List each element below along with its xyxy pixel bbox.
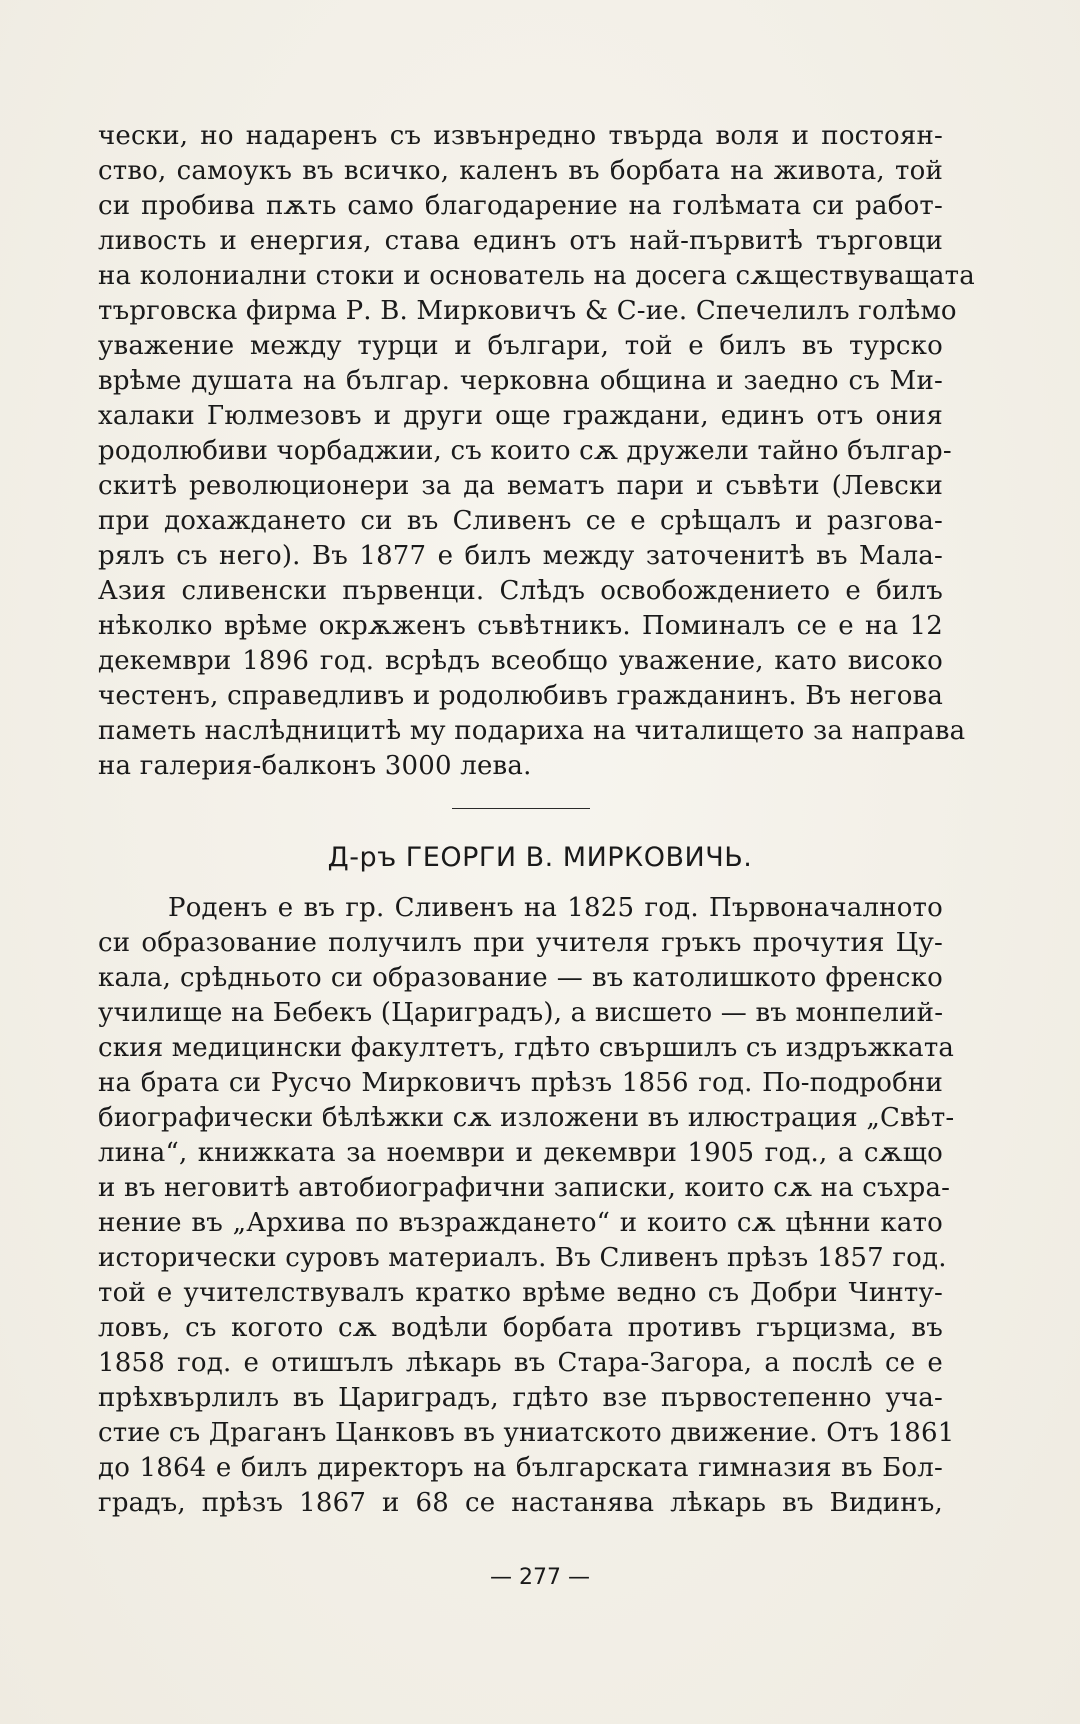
text-line: на колониални стоки и основатель на досега сѫществуващата [98,261,975,291]
text-line: Азия сливенски първенци. Слѣдъ освобождението е билъ [98,576,943,606]
text-line: Роденъ е въ гр. Сливенъ на 1825 год. Първоначалното [168,893,943,923]
section-heading: Д-ръ ГЕОРГИ В. МИРКОВИЧЬ. [327,842,753,873]
text-line: родолюбиви чорбаджии, съ които сѫ дружели тайно българ- [98,436,952,466]
text-line: училище на Бебекъ (Цариградъ), а висшето — въ монпелий- [98,998,944,1028]
text-line: прѣхвърлилъ въ Цариградъ, гдѣто взе първостепенно уча- [98,1383,943,1413]
text-line: рялъ съ него). Въ 1877 е билъ между заточенитѣ въ Мала- [98,541,943,571]
text-line: исторически суровъ материалъ. Въ Сливенъ прѣзъ 1857 год. [98,1243,947,1273]
text-line: ливость и енергия, става единъ отъ най-първитѣ търговци [98,226,943,256]
text-line: чески, но надаренъ съ извънредно твърда воля и постоян- [98,121,943,151]
text-line: градъ, прѣзъ 1867 и 68 се настанява лѣкарь въ Видинъ, [98,1488,943,1518]
text-line: ския медицински факултетъ, гдѣто свършилъ съ издръжката [98,1033,955,1063]
text-line: халаки Гюлмезовъ и други още граждани, единъ отъ ония [98,401,943,431]
text-line: при дохаждането си въ Сливенъ се е срѣщалъ и разгова- [98,506,943,536]
text-line: си образование получилъ при учителя гръкъ прочутия Цу- [98,928,943,958]
text-line: търговска фирма Р. В. Мирковичъ & С-ие. Спечелилъ голѣмо [98,296,957,326]
text-line: честенъ, справедливъ и родолюбивъ гражданинъ. Въ негова [98,681,944,711]
section-separator [452,808,590,809]
text-line: на галерия-балконъ 3000 лева. [98,751,532,781]
text-line: 1858 год. е отишълъ лѣкарь въ Стара-Загора, а послѣ се е [98,1348,943,1378]
text-line: врѣме душата на българ. черковна община и заедно съ Ми- [98,366,943,396]
text-line: стие съ Драганъ Цанковъ въ униатското движение. Отъ 1861 [98,1418,955,1448]
text-line: на брата си Русчо Мирковичъ прѣзъ 1856 год. По-подробни [98,1068,943,1098]
text-line: декември 1896 год. всрѣдъ всеобщо уважение, като високо [98,646,943,676]
text-line: лина“, книжката за ноември и декември 1905 год., а сѫщо [98,1138,943,1168]
text-line: уважение между турци и българи, той е билъ въ турско [98,331,943,361]
text-line: ловъ, съ когото сѫ водѣли борбата противъ гърцизма, въ [98,1313,943,1343]
text-line: нение въ „Архива по възраждането“ и които сѫ цѣнни като [98,1208,943,1238]
text-line: паметь наслѣдницитѣ му подариха на читалището за направа [98,716,966,746]
text-line: до 1864 е билъ директоръ на българската гимназия въ Бол- [98,1453,943,1483]
text-line: кала, срѣдньото си образование — въ католишкото френско [98,963,943,993]
text-line: и въ неговитѣ автобиографични записки, които сѫ на съхра- [98,1173,951,1203]
page-number: — 277 — [490,1565,590,1590]
text-line: биографически бѣлѣжки сѫ изложени въ илюстрация „Свѣт- [98,1103,955,1133]
text-line: си пробива пѫть само благодарение на голѣмата си работ- [98,191,943,221]
text-line: нѣколко врѣме окрѫженъ съвѣтникъ. Поминалъ се е на 12 [98,611,943,641]
text-line: той е учителствувалъ кратко врѣме ведно съ Добри Чинту- [98,1278,943,1308]
text-line: скитѣ революционери за да вематъ пари и съвѣти (Левски [98,471,943,501]
text-line: ство, самоукъ въ всичко, каленъ въ борбата на живота, той [98,156,943,186]
